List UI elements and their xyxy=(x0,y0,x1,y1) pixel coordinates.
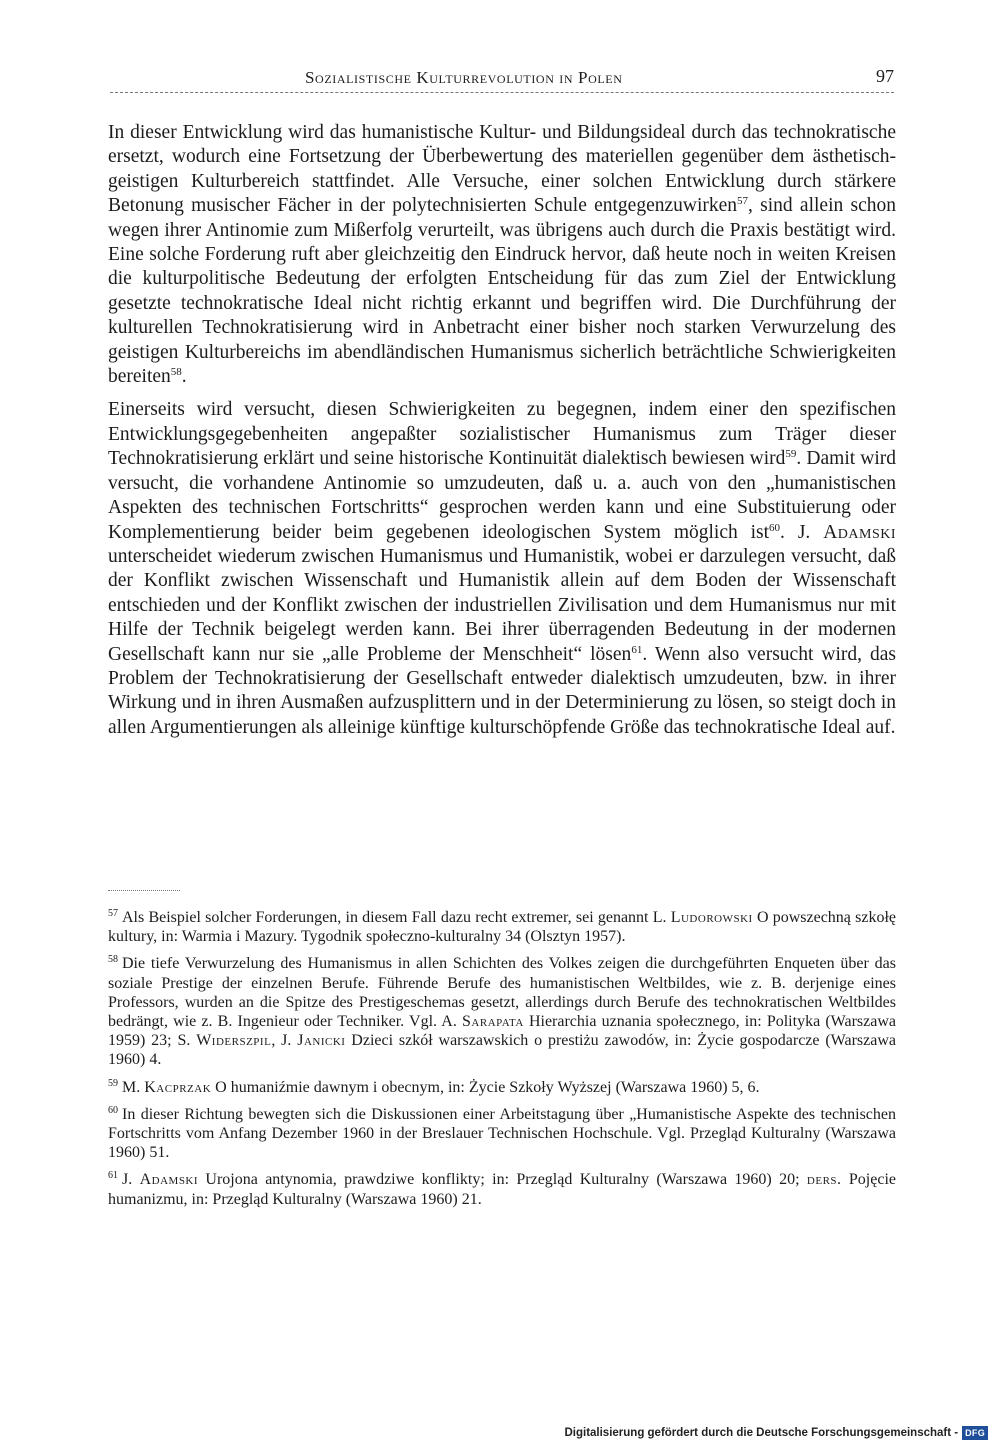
text-run: . xyxy=(181,366,187,388)
footnotes xyxy=(108,908,896,1217)
text-run: . J. xyxy=(780,521,824,543)
author-name: Ludorowski xyxy=(670,909,753,926)
text-run: , sind allein schon wegen ihrer Antinomie zum Mißerfolg verurteilt, was übrigens auch durch die Praxis bestätigt wird. Eine solche Forderung ruft aber gleichzeitig den Eindruck hervor, daß heute noch in weiten Kreisen die kulturpolitische Bedeutung der erfolgten Entscheidung für das zum Ziel der Entwicklung gesetzte technokratische Ideal nicht richtig erkannt und begriffen wird. Die Durchführung der kulturellen Technokratisierung wird in Anbetracht einer bisher noch starken Verwurzelung des geistigen Kulturbereichs im abendländischen Humanismus sicherlich beträchtliche Schwierigkeiten bereiten xyxy=(108,195,896,388)
footnote xyxy=(108,1078,896,1097)
footnote-number: 57 xyxy=(108,908,118,919)
text-run: Hierarchia uznania społecznego, in: Polityka (Warszawa 1959) 23; S. xyxy=(108,1013,897,1050)
running-title: Sozialistische Kulturrevolution in Polen xyxy=(305,68,623,87)
footnote-ref: 61 xyxy=(631,643,643,656)
main-text xyxy=(108,121,896,740)
paragraph xyxy=(108,398,896,740)
footnote-ref: 57 xyxy=(737,195,749,208)
text-run: Als Beispiel solcher Forderungen, in diesem Fall dazu recht extremer, sei genannt L. xyxy=(122,909,671,926)
footnote-number: 61 xyxy=(108,1170,118,1182)
footnote xyxy=(108,1105,896,1163)
text-run: In dieser Richtung bewegten sich die Diskussionen einer Arbeitstagung über „Humanistische Aspekte des technischen Fortschritts vom Anfang Dezember 1960 in der Breslauer Technischen Hochschule. Vgl. Przegląd Kulturalny (Warszawa 1960) 51. xyxy=(108,1105,896,1162)
text-run: M. xyxy=(122,1078,145,1096)
footnote-ref: 60 xyxy=(769,521,781,534)
footnote-number: 60 xyxy=(108,1104,118,1116)
footnote-number: 59 xyxy=(108,1077,118,1089)
footnote xyxy=(108,908,896,946)
author-name: Adamski xyxy=(139,1171,199,1189)
footnote-separator xyxy=(108,890,180,891)
text-run: O powszechną szkołę kultury, in: Warmia i Mazury. Tygodnik społeczno-kulturalny 34 (Olsztyn 1957). xyxy=(108,909,896,946)
footnote xyxy=(108,954,896,1069)
paragraph xyxy=(108,121,896,389)
text-run: , J. xyxy=(271,1032,298,1050)
text-run: unterscheidet wiederum zwischen Humanismus und Humanistik, wobei er darzulegen versucht, daß der Konflikt zwischen Wissenschaft und Humanistik allein auf dem Boden der Wissenschaft entschieden und der Konflikt zwischen der industriellen Zivilisation und dem Humanismus nur mit Hilfe der Technik beigelegt werden kann. Bei ihrer überragenden Bedeutung in der modernen Gesellschaft kann nur sie „alle Probleme der Menschheit“ lösen xyxy=(108,545,896,665)
credit-text: Digitalisierung gefördert durch die Deutsche Forschungsgemeinschaft - xyxy=(564,1427,959,1439)
text-run: . Wenn also versucht wird, das Problem der Technokratisierung der Gesellschaft entweder dialektisch umzudeuten, bzw. in ihrer Wirkung und in ihren Ausmaßen aufzusplittern und in der Determinierung zu lösen, so steigt doch in allen Argumentierungen als alleinige künftige kulturschöpfende Größe das technokratische Ideal auf. xyxy=(108,643,897,738)
footnote xyxy=(108,1170,896,1208)
text-run: Dzieci szkół warszawskich o prestiżu zawodów, in: Życie gospodarcze (Warszawa 1960) 4. xyxy=(108,1032,897,1069)
author-name: Kacprzak xyxy=(144,1078,212,1096)
header-rule xyxy=(110,92,894,93)
text-run: In dieser Entwicklung wird das humanistische Kultur- und Bildungsideal durch das technokratische ersetzt, wodurch eine Fortsetzung der Überbewertung des materiellen gegenüber dem ästhetisch-geistigen Kulturbereich stattfindet. Alle Versuche, einer solchen Entwicklung durch stärkere Betonung musischer Fächer in der polytechnisierten Schule entgegenzuwirken xyxy=(108,122,896,217)
author-name: Sarapata xyxy=(462,1013,524,1031)
author-name: Adamski xyxy=(823,521,896,543)
footnote-ref: 58 xyxy=(170,366,182,379)
author-name: ders. xyxy=(806,1171,842,1189)
text-run: O humaniźmie dawnym i obecnym, in: Życie Szkoły Wyższej (Warszawa 1960) 5, 6. xyxy=(211,1078,760,1096)
page-number: 97 xyxy=(876,66,894,86)
footnote-number: 58 xyxy=(108,954,118,966)
author-name: Janicki xyxy=(297,1032,346,1050)
dfg-logo-icon: DFG xyxy=(962,1426,988,1440)
text-run: Einerseits wird versucht, diesen Schwierigkeiten zu begegnen, indem einer den spezifischen Entwicklungsgegebenheiten angepaßter sozialistischer Humanismus zum Träger dieser Technokratisierung erklärt und seine historische Kontinuität dialektisch bewiesen wird xyxy=(108,399,896,470)
text-run: Urojona antynomia, prawdziwe konflikty; in: Przegląd Kulturalny (Warszawa 1960) 20; xyxy=(198,1171,807,1189)
text-run: Die tiefe Verwurzelung des Humanismus in allen Schichten des Volkes zeigen die durchgeführten Enqueten über das soziale Prestige der einzelnen Berufe. Führende Berufe des humanistischen Weltbildes, wie z. B. derjenige eines Professors, wurden an die Spitze des Prestigeschemas gesetzt, allerdings durch Berufe des technokratischen Weltbildes bedrängt, wie z. B. Ingenieur oder Techniker. Vgl. A. xyxy=(108,955,896,1031)
text-run: . Damit wird versucht, die vorhandene Antinomie so umzudeuten, daß u. a. auch von den „humanistischen Aspekten des technischen Fortschritts“ gesprochen werden kann und eine Substituierung oder Komplementierung beider beim gegebenen ideologischen System möglich ist xyxy=(108,448,897,543)
author-name: Widerszpil xyxy=(196,1032,272,1050)
text-run: J. xyxy=(122,1171,140,1189)
digitization-credit xyxy=(564,1426,988,1440)
running-header xyxy=(110,62,894,94)
text-run: Pojęcie humanizmu, in: Przegląd Kulturalny (Warszawa 1960) 21. xyxy=(108,1171,897,1208)
footnote-ref: 59 xyxy=(785,448,797,461)
